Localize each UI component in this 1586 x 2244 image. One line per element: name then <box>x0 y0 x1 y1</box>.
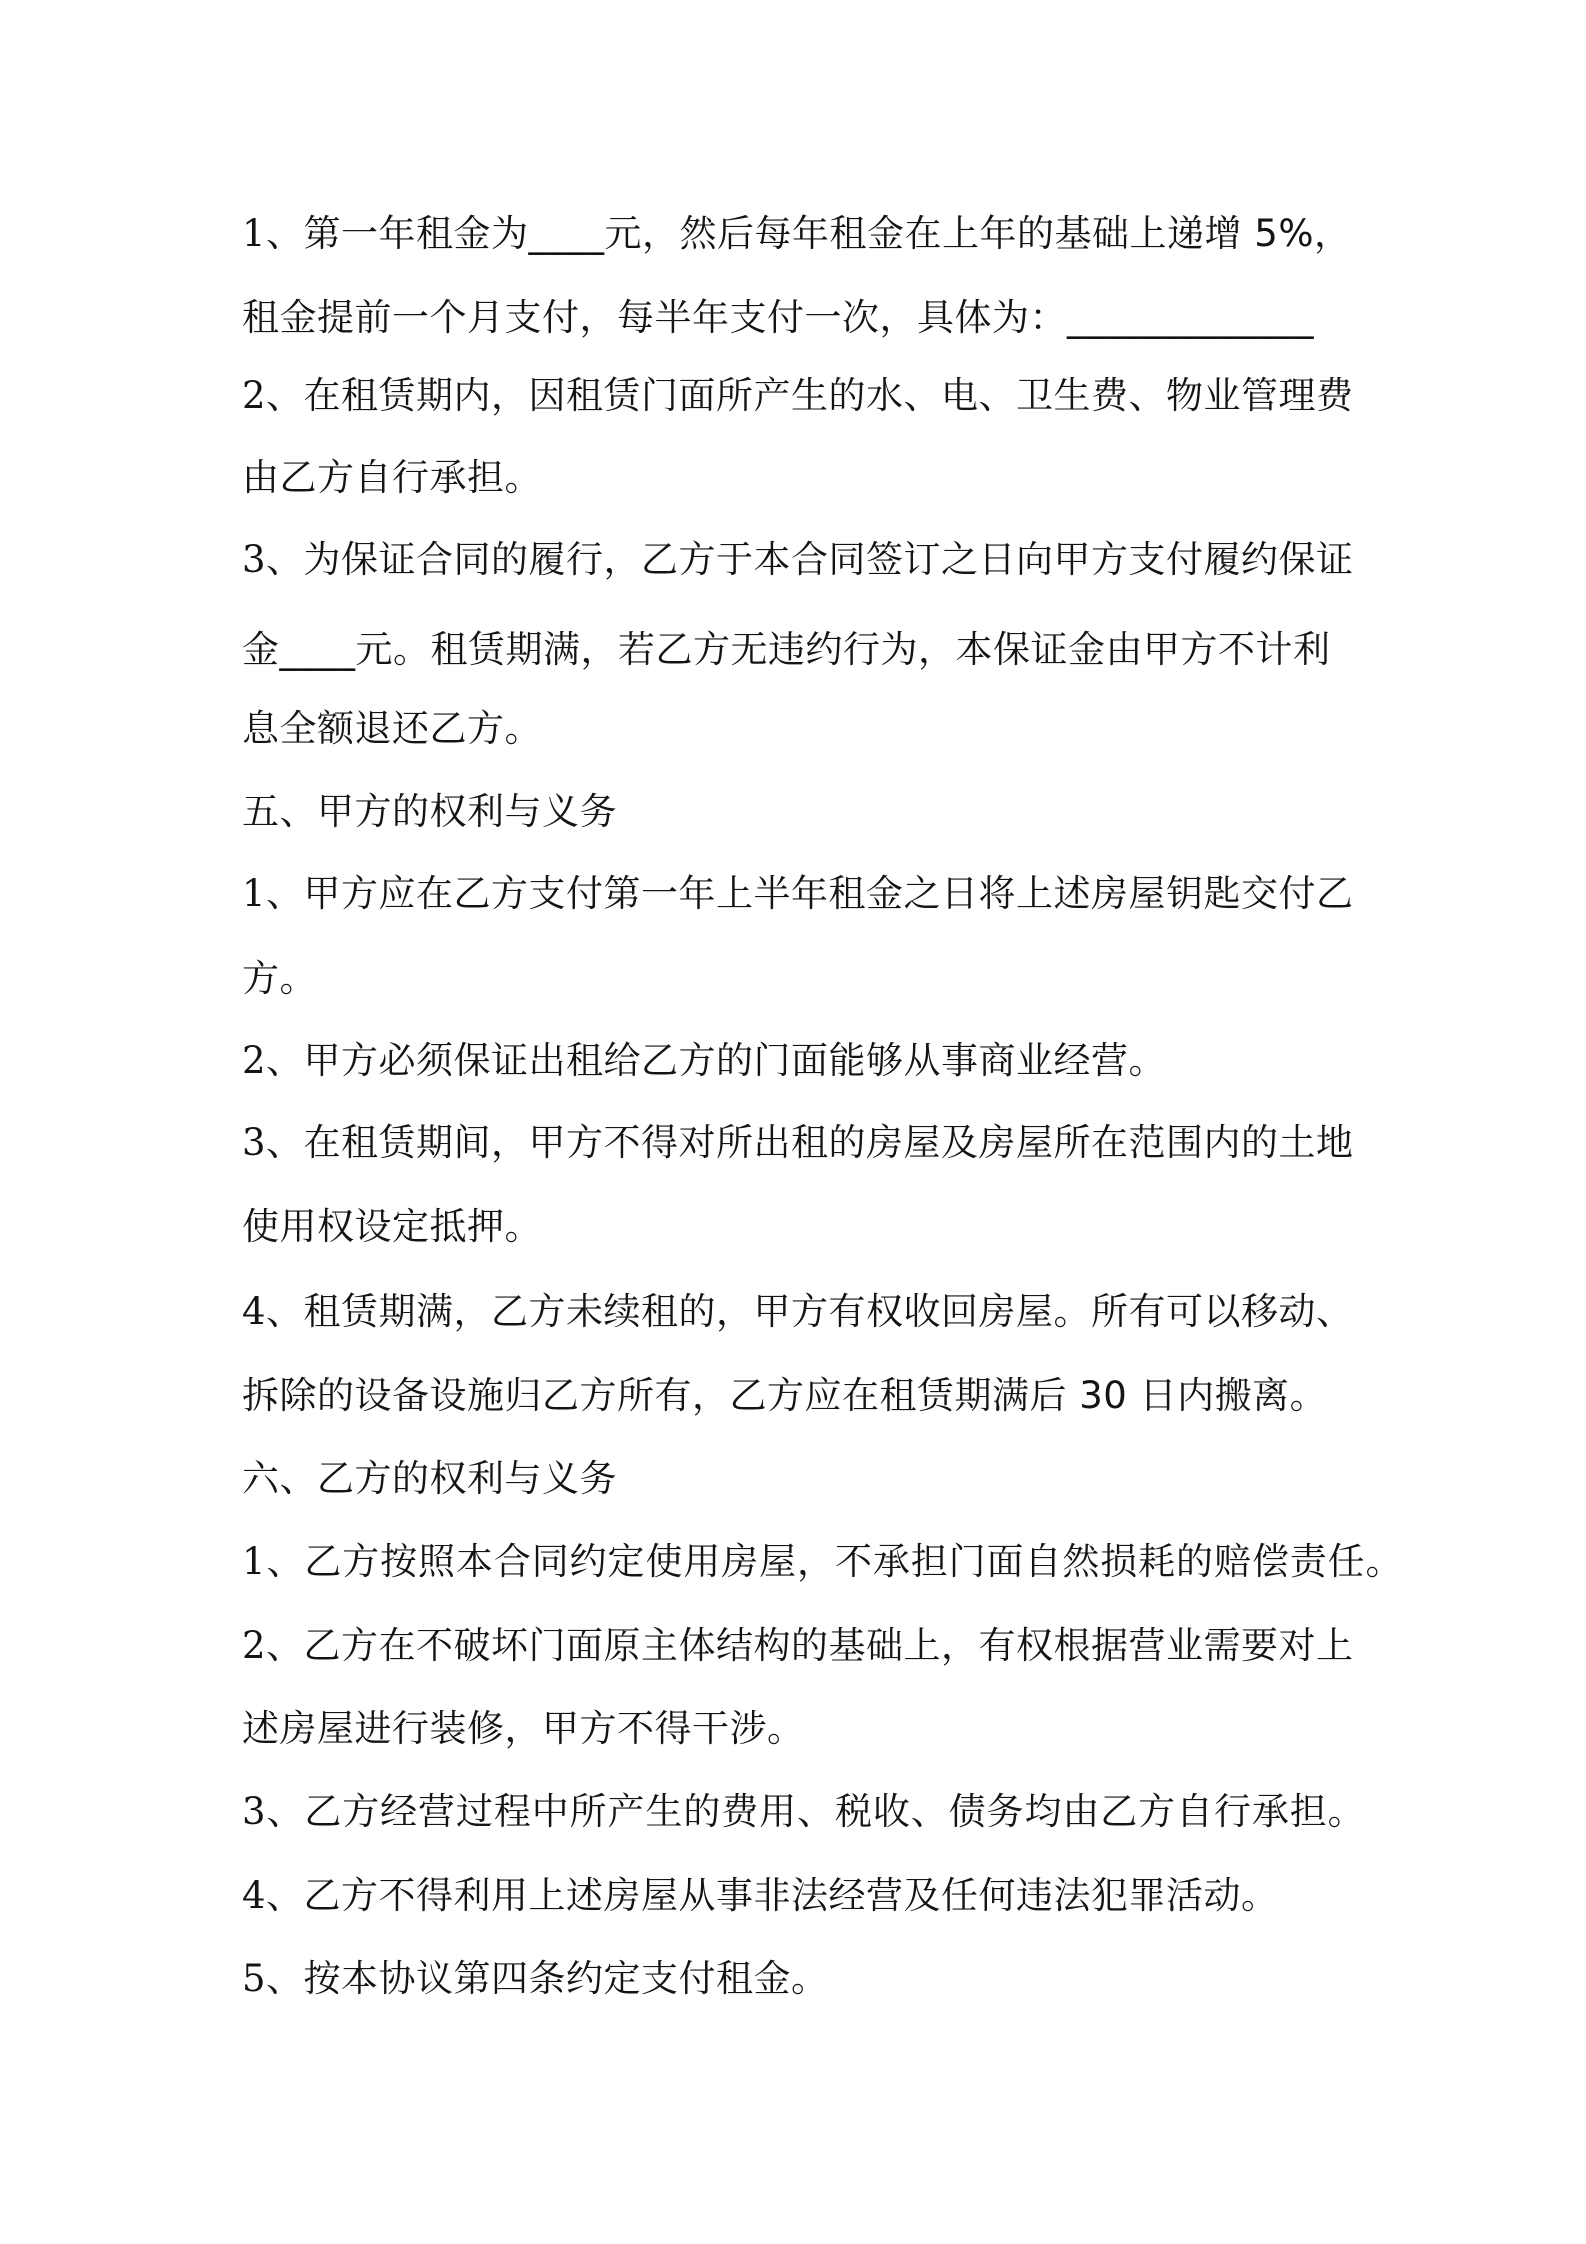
clause-4-2-line-1 <box>242 372 1354 420</box>
clause-5-4-line-1 <box>242 1288 1354 1336</box>
clause-6-4 <box>242 1872 1279 1920</box>
clause-text: 方。 <box>242 957 317 1000</box>
clause-5-3-line-2 <box>242 1203 542 1251</box>
clause-5-1-line-1 <box>242 870 1354 918</box>
clause-text: 乙方经营过程中所产生的费用、税收、债务均由乙方自行承担。 <box>304 1790 1366 1833</box>
clause-number: 2、 <box>242 1624 304 1667</box>
clause-number: 2、 <box>242 1039 304 1082</box>
clause-4-3-line-1 <box>242 536 1354 584</box>
clause-text: 第一年租金为____元，然后每年租金在上年的基础上递增 5%， <box>303 212 1352 255</box>
clause-text: 由乙方自行承担。 <box>242 456 542 499</box>
clause-number: 1、 <box>242 1540 305 1583</box>
clause-4-3-line-2 <box>242 626 1331 674</box>
clause-5-3-line-1 <box>242 1119 1354 1167</box>
clause-number: 3、 <box>242 538 304 581</box>
clause-text: 在租赁期内，因租赁门面所产生的水、电、卫生费、物业管理费 <box>303 374 1354 417</box>
section-5-heading <box>242 788 617 836</box>
clause-text: 租金提前一个月支付，每半年支付一次，具体为：_____________ <box>242 296 1314 339</box>
clause-text: 甲方必须保证出租给乙方的门面能够从事商业经营。 <box>303 1039 1167 1082</box>
clause-text: 在租赁期间，甲方不得对所出租的房屋及房屋所在范围内的土地 <box>303 1121 1354 1164</box>
clause-5-1-line-2 <box>242 955 317 1003</box>
clause-text: 乙方在不破坏门面原主体结构的基础上，有权根据营业需要对上 <box>303 1624 1354 1667</box>
clause-number: 4、 <box>242 1874 304 1917</box>
clause-6-3 <box>242 1788 1366 1836</box>
clause-number: 5、 <box>242 1957 304 2000</box>
clause-4-2-line-2 <box>242 454 542 502</box>
clause-number: 4、 <box>242 1290 304 1333</box>
clause-text: 使用权设定抵押。 <box>242 1205 542 1248</box>
clause-text: 乙方不得利用上述房屋从事非法经营及任何违法犯罪活动。 <box>303 1874 1279 1917</box>
clause-5-2 <box>242 1037 1166 1085</box>
clause-text: 金____元。租赁期满，若乙方无违约行为，本保证金由甲方不计利 <box>242 628 1331 671</box>
section-6-heading <box>242 1455 617 1503</box>
clause-text: 租赁期满，乙方未续租的，甲方有权收回房屋。所有可以移动、 <box>303 1290 1354 1333</box>
clause-6-2-line-1 <box>242 1622 1354 1670</box>
clause-text: 乙方按照本合同约定使用房屋，不承担门面自然损耗的赔偿责任。 <box>304 1540 1404 1583</box>
clause-5-4-line-2 <box>242 1372 1327 1420</box>
clause-text: 甲方应在乙方支付第一年上半年租金之日将上述房屋钥匙交付乙 <box>303 872 1354 915</box>
clause-4-3-line-3 <box>242 705 542 753</box>
clause-text: 息全额退还乙方。 <box>242 707 542 750</box>
clause-number: 1、 <box>242 212 304 255</box>
heading-text: 五、甲方的权利与义务 <box>242 790 617 833</box>
clause-text: 述房屋进行装修，甲方不得干涉。 <box>242 1707 805 1750</box>
clause-4-1-line-1 <box>242 210 1352 258</box>
clause-number: 3、 <box>242 1790 305 1833</box>
clause-4-1-line-2 <box>242 294 1314 342</box>
clause-text: 为保证合同的履行，乙方于本合同签订之日向甲方支付履约保证 <box>303 538 1354 581</box>
clause-number: 2、 <box>242 374 304 417</box>
clause-text: 按本协议第四条约定支付租金。 <box>303 1957 829 2000</box>
clause-6-5 <box>242 1955 829 2003</box>
clause-6-2-line-2 <box>242 1705 805 1753</box>
clause-text: 拆除的设备设施归乙方所有，乙方应在租赁期满后 30 日内搬离。 <box>242 1374 1328 1417</box>
clause-6-1 <box>242 1538 1403 1586</box>
heading-text: 六、乙方的权利与义务 <box>242 1457 617 1500</box>
clause-number: 3、 <box>242 1121 304 1164</box>
clause-number: 1、 <box>242 872 304 915</box>
